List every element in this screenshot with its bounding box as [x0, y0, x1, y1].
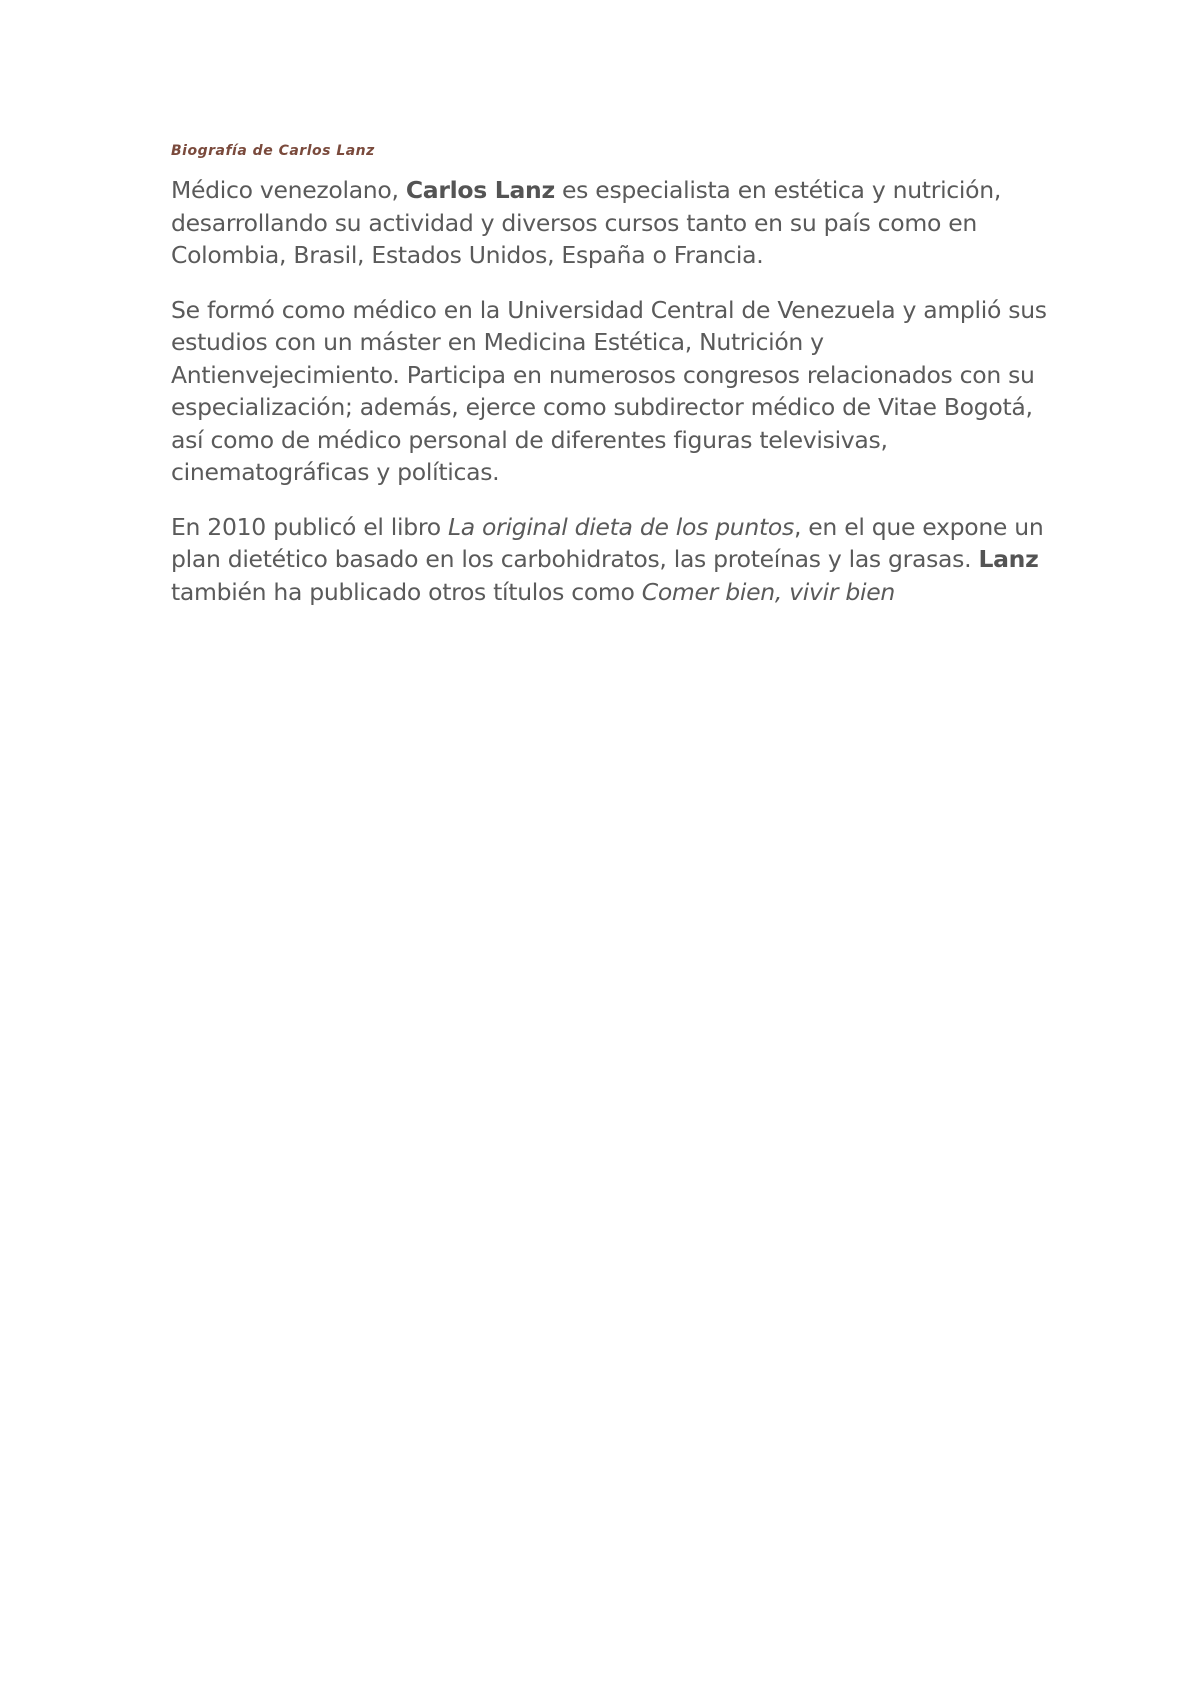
paragraph-1	[171, 174, 1051, 272]
book-title-2: Comer bien, vivir bien	[641, 577, 895, 606]
paragraph-3-text-e: también ha publicado otros títulos como	[171, 577, 642, 606]
author-name-bold: Carlos Lanz	[405, 176, 555, 204]
paragraph-1-text-a: Médico venezolano,	[171, 176, 406, 204]
paragraph-1-text-c: es especialista en estética y nutrición, desarrollando su actividad y diversos cursos tanto en su país como en Colombia, Brasil, Estados Unidos, España o Francia.	[171, 176, 1001, 269]
paragraph-3-text-a: En 2010 publicó el libro	[171, 512, 448, 541]
document-content	[171, 142, 1051, 630]
paragraph-3-text-c: , en el que expone un plan dietético basado en los carbohidratos, las proteínas y las grasas.	[171, 512, 1044, 573]
document-title: Biografía de Carlos Lanz	[171, 143, 375, 159]
paragraph-2: Se formó como médico en la Universidad Central de Venezuela y amplió sus estudios con un máster en Medicina Estética, Nutrición y Antienvejecimiento. Participa en numerosos congresos relacionados con su especialización; además, ejerce como subdirector médico de Vitae Bogotá, así como de médico personal de diferentes figuras televisivas, cinematográficas y políticas.	[171, 295, 1047, 486]
paragraph-3	[171, 511, 1051, 609]
book-title-1: La original dieta de los puntos	[447, 512, 794, 541]
author-surname-bold: Lanz	[978, 545, 1039, 573]
